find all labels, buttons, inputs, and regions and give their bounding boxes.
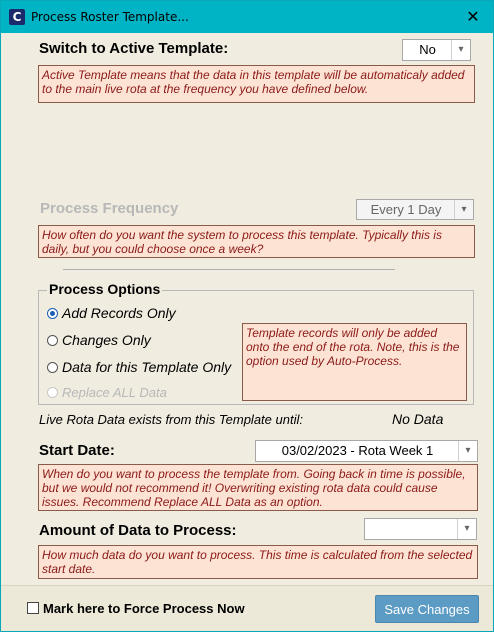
- force-process-label[interactable]: Mark here to Force Process Now: [43, 601, 245, 616]
- live-rota-value: No Data: [392, 411, 444, 427]
- radio-data-for-template-only[interactable]: [47, 359, 231, 375]
- window-title: Process Roster Template...: [31, 10, 189, 24]
- close-button[interactable]: ✕: [466, 7, 480, 26]
- active-template-label: Switch to Active Template:: [39, 40, 229, 57]
- process-frequency-value: Every 1 Day: [370, 202, 442, 217]
- amount-label: Amount of Data to Process:: [39, 522, 237, 539]
- process-frequency-select[interactable]: [356, 199, 474, 220]
- radio-selected-icon: [47, 308, 58, 319]
- process-options-note: Template records will only be added onto the end of the rota. Note, this is the option used by Auto-Process.: [242, 323, 467, 401]
- start-date-note: When do you want to process the template from. Going back in time is possible, but we would not recommend it! Overwriting existing rota data could cause issues. Recommend Replace ALL Data as an option.: [38, 464, 478, 511]
- amount-select[interactable]: [364, 518, 477, 540]
- radio-add-records-only[interactable]: [47, 305, 176, 321]
- active-template-value: No: [419, 42, 436, 57]
- active-template-note: Active Template means that the data in this template will be automaticaly added to the main live rota at the frequency you have defined below.: [38, 65, 475, 103]
- start-date-value: 03/02/2023 - Rota Week 1: [281, 443, 434, 458]
- live-rota-label: Live Rota Data exists from this Template until:: [39, 412, 303, 427]
- start-date-label: Start Date:: [39, 442, 115, 459]
- save-changes-button[interactable]: Save Changes: [375, 595, 479, 623]
- chevron-down-icon: ▾: [451, 40, 470, 60]
- radio-icon: [47, 362, 58, 373]
- process-frequency-note: How often do you want the system to process this template. Typically this is daily, but you could choose once a week?: [38, 225, 475, 258]
- radio-label: Replace ALL Data: [62, 385, 167, 400]
- title-bar[interactable]: [1, 1, 493, 33]
- chevron-down-icon: ▾: [458, 441, 477, 461]
- start-date-select[interactable]: [255, 440, 478, 462]
- amount-note: How much data do you want to process. This time is calculated from the selected start date.: [38, 545, 478, 579]
- radio-changes-only[interactable]: [47, 332, 151, 348]
- force-process-checkbox[interactable]: [27, 602, 39, 614]
- process-frequency-label: Process Frequency: [40, 200, 179, 217]
- active-template-select[interactable]: [402, 39, 471, 61]
- process-options-title: Process Options: [49, 281, 161, 297]
- chevron-down-icon: ▾: [457, 519, 476, 539]
- radio-label: Changes Only: [62, 332, 151, 348]
- chevron-down-icon: ▾: [454, 200, 473, 219]
- radio-label: Add Records Only: [62, 305, 176, 321]
- divider: [63, 269, 395, 270]
- radio-icon: [47, 335, 58, 346]
- radio-replace-all-data[interactable]: [47, 385, 167, 400]
- app-logo-icon: C: [9, 9, 25, 25]
- radio-icon: [47, 387, 58, 398]
- amount-value: [365, 519, 458, 539]
- radio-label: Data for this Template Only: [62, 359, 232, 375]
